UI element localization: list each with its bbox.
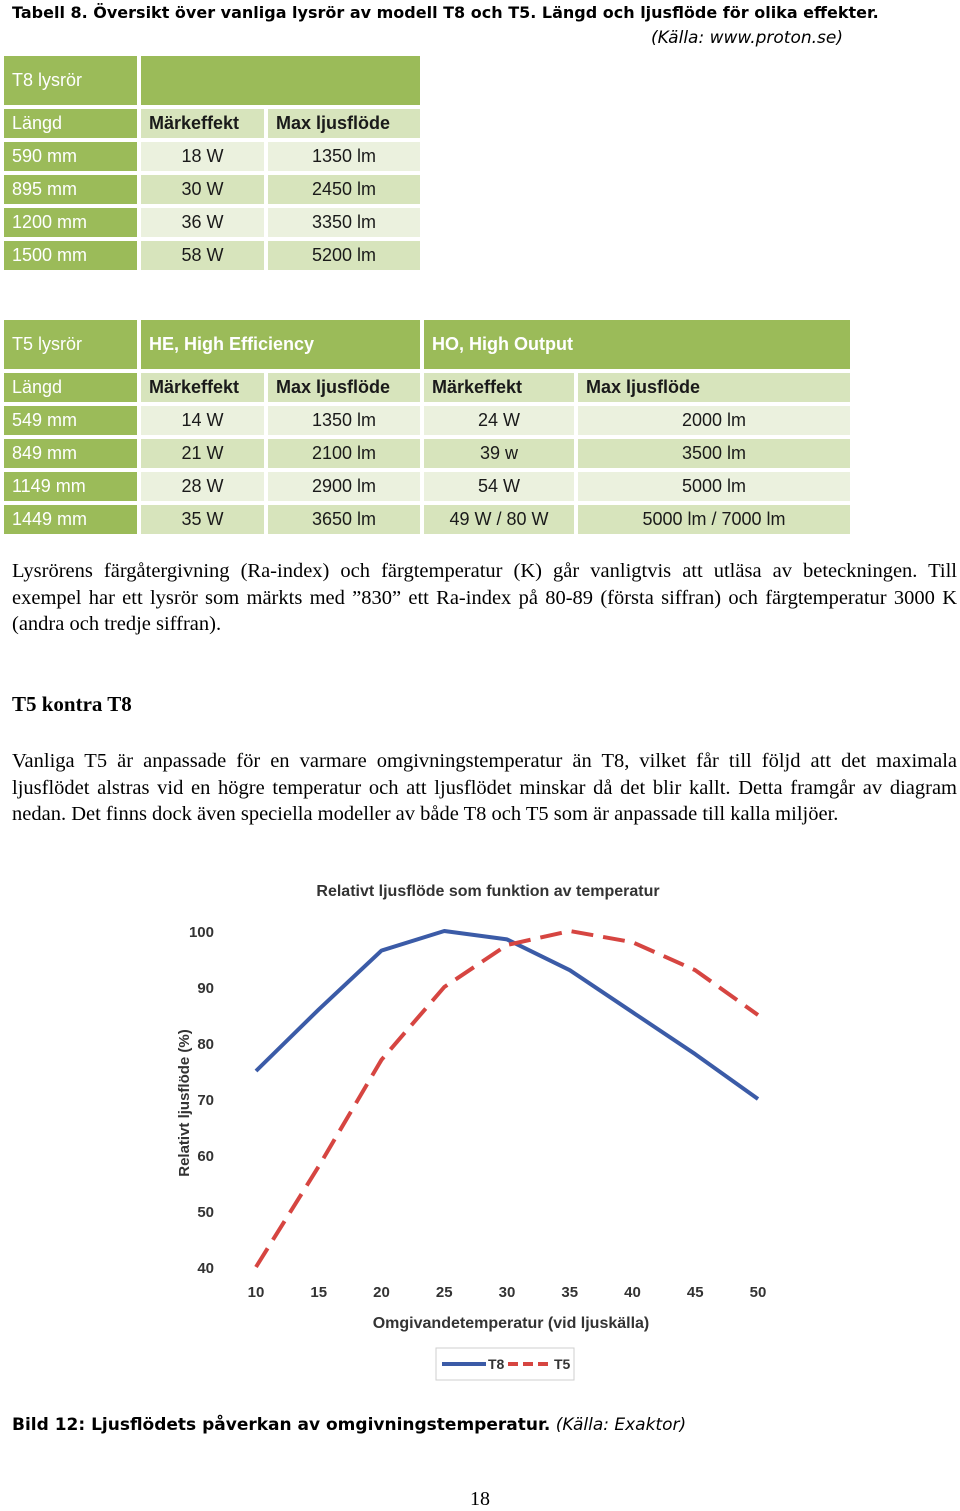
figure-caption-source: (Källa: Exaktor) (555, 1415, 687, 1435)
chart-title: Relativt ljusflöde som funktion av temperatur (316, 883, 660, 900)
t5-row-ho-flux: 5000 lm (578, 472, 850, 501)
t8-row-length: 895 mm (4, 175, 137, 204)
x-tick-label: 15 (310, 1284, 328, 1301)
t5-row-ho-power: 54 W (424, 472, 574, 501)
t5-row-he-power: 28 W (141, 472, 264, 501)
t5-row-length: 849 mm (4, 439, 137, 468)
legend-label: T5 (554, 1356, 571, 1372)
t5-row-ho-flux: 2000 lm (578, 406, 850, 435)
y-tick-label: 70 (197, 1092, 214, 1109)
figure-caption (12, 1415, 686, 1435)
x-tick-label: 20 (373, 1284, 390, 1301)
t8-row-flux: 3350 lm (268, 208, 420, 237)
figure-caption-title: Bild 12: Ljusflödets påverkan av omgivningstemperatur. (12, 1415, 551, 1435)
x-tick-label: 10 (247, 1284, 265, 1301)
y-tick-label: 60 (197, 1148, 214, 1165)
chart-x-axis-label: Omgivandetemperatur (vid ljuskälla) (372, 1315, 650, 1332)
t8-table (0, 52, 424, 274)
t8-row-flux: 2450 lm (268, 175, 420, 204)
t8-row-power: 30 W (141, 175, 264, 204)
x-tick-label: 30 (498, 1284, 516, 1301)
chart-legend (436, 1348, 574, 1380)
t5-row-ho-power: 49 W / 80 W (424, 505, 574, 534)
chart-series (256, 931, 758, 1267)
t5-row-he-flux: 3650 lm (268, 505, 420, 534)
paragraph-color-rendering: Lysrörens färgåtergivning (Ra-index) och färgtemperatur (K) går vanligtvis att utläsa av beteckningen. Till exempel har ett lysrör som märkts med ”830” ett Ra-index på 80-89 (första siffran) och färgtemperatur 3000 K (andra och tredje siffran). (12, 560, 957, 635)
t8-title: T8 lysrör (4, 56, 137, 105)
table-caption: Tabell 8. Översikt över vanliga lysrör av modell T8 och T5. Längd och ljusflöde för olika effekter. (12, 3, 879, 22)
t5-row-ho-flux: 3500 lm (578, 439, 850, 468)
t8-row-power: 18 W (141, 142, 264, 171)
t8-row-power: 36 W (141, 208, 264, 237)
t8-row-length: 1200 mm (4, 208, 137, 237)
t5-group-ho: HO, High Output (424, 320, 850, 369)
t5-row-he-power: 21 W (141, 439, 264, 468)
section-heading: T5 kontra T8 (12, 692, 132, 716)
page-number: 18 (470, 1488, 490, 1510)
t8-col-length: Längd (4, 109, 137, 138)
x-tick-label: 40 (624, 1284, 641, 1301)
t5-col-ho-flux: Max ljusflöde (578, 373, 850, 402)
t5-group-he: HE, High Efficiency (141, 320, 420, 369)
paragraph-t5-vs-t8: Vanliga T5 är anpassade för en varmare omgivningstemperatur än T8, vilket får till följd att det maximala ljusflödet alstras vid en högre temperatur och att ljusflödet minskar då det blir kallt. Detta framgår av diagram nedan. Det finns dock även speciella modeller av både T8 och T5 som är anpassade till kalla miljöer. (12, 750, 957, 825)
t8-row-length: 590 mm (4, 142, 137, 171)
temperature-chart (160, 870, 800, 1390)
t8-col-flux: Max ljusflöde (268, 109, 420, 138)
x-tick-label: 45 (686, 1284, 704, 1301)
t5-row-ho-power: 39 w (424, 439, 574, 468)
t5-title: T5 lysrör (4, 320, 137, 369)
t5-row-he-flux: 2900 lm (268, 472, 420, 501)
t5-table (0, 316, 854, 538)
t8-row-flux: 1350 lm (268, 142, 420, 171)
x-tick-label: 35 (561, 1284, 579, 1301)
t5-row-he-flux: 1350 lm (268, 406, 420, 435)
t5-col-he-flux: Max ljusflöde (268, 373, 420, 402)
y-tick-label: 100 (188, 924, 214, 941)
y-tick-label: 80 (197, 1036, 214, 1053)
t8-col-power: Märkeffekt (141, 109, 264, 138)
t8-header-blank (141, 56, 420, 105)
t5-row-length: 1149 mm (4, 472, 137, 501)
t5-row-he-flux: 2100 lm (268, 439, 420, 468)
chart-x-ticks (248, 1284, 767, 1301)
t5-col-he-power: Märkeffekt (141, 373, 264, 402)
t5-col-length: Längd (4, 373, 137, 402)
t5-row-ho-flux: 5000 lm / 7000 lm (578, 505, 850, 534)
x-tick-label: 25 (435, 1284, 453, 1301)
t5-row-length: 1449 mm (4, 505, 137, 534)
t5-row-he-power: 35 W (141, 505, 264, 534)
x-tick-label: 50 (749, 1284, 767, 1301)
series-line-t5 (256, 931, 758, 1267)
t5-col-ho-power: Märkeffekt (424, 373, 574, 402)
t5-row-length: 549 mm (4, 406, 137, 435)
table-source: (Källa: www.proton.se) (651, 28, 843, 48)
y-tick-label: 50 (197, 1204, 214, 1221)
t5-row-he-power: 14 W (141, 406, 264, 435)
t8-row-power: 58 W (141, 241, 264, 270)
legend-label: T8 (488, 1356, 505, 1372)
series-line-t8 (256, 931, 758, 1099)
t8-row-length: 1500 mm (4, 241, 137, 270)
t8-row-flux: 5200 lm (268, 241, 420, 270)
y-tick-label: 40 (197, 1260, 214, 1277)
y-tick-label: 90 (197, 980, 214, 997)
t5-row-ho-power: 24 W (424, 406, 574, 435)
chart-y-axis-label: Relativt ljusflöde (%) (176, 1029, 193, 1177)
